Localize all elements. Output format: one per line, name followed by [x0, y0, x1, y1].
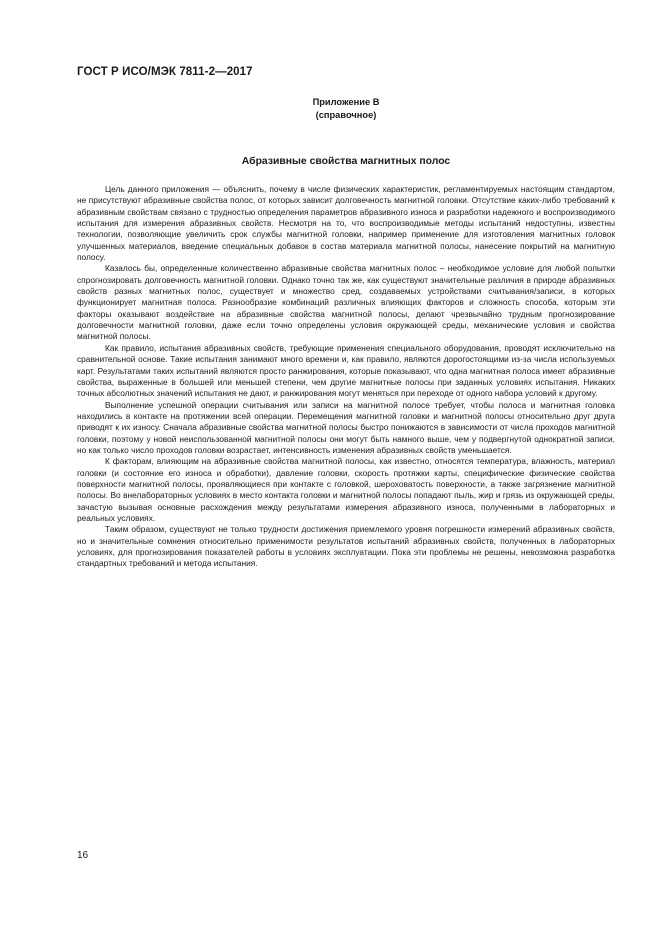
paragraph: Таким образом, существуют не только трудности достижения приемлемого уровня погрешности измерений абразивных свойств, но и значительные сомнения относительно применимости результатов испытаний абразивных свойств, полученных в лабораторных условиях, для прогнозирования показателей работы в условиях эксплуатации. Пока эти проблемы не решены, невозможна разработка стандартных требований и метода испытания. — [77, 524, 615, 569]
paragraph: Выполнение успешной операции считывания или записи на магнитной полосе требует, чтобы полоса и магнитная головка находились в контакте на протяжении всей операции. Перемещения магнитной головки и магнитной полосы относительно друг друга приводят к их износу. Сначала абразивные свойства магнитной полосы быстро понижаются в зависимости от числа проходов магнитной головки, поэтому у новой неиспользованной магнитной полосы они могут быть намного выше, чем у подвергнутой однократной записи, но как только число проходов головки возрастает, интенсивность изменения абразивных свойств уменьшается. — [77, 399, 615, 455]
paragraph: Как правило, испытания абразивных свойств, требующие применения специального оборудования, проводят исключительно на сравнительной основе. Такие испытания занимают много времени и, как правило, являются дорогостоящими из-за числа используемых карт. Результатами таких испытаний являются просто ранжирования, которые показывают, что одна магнитная полоса имеет абразивные свойства, выраженные в большей или меньшей степени, чем другие магнитные полосы при заданных условиях испытания. Никаких точных абсолютных значений испытания не дают, и ранжирования могут меняться при переходе от одного набора условий к другому. — [77, 342, 615, 399]
section-title: Абразивные свойства магнитных полос — [241, 156, 451, 167]
paragraph: Цель данного приложения — объяснить, почему в числе физических характеристик, регламентируемых настоящим стандартом, не присутствуют абразивные свойства полос, от которых зависит долговечность магнитной головки. Отсутствие каких-либо требований к абразивным свойствам связано с трудностью определения параметров абразивного износа и разработки надежного и воспроизводимого испытания для измерения абразивных свойств. Несмотря на то, что воспроизводимые методы испытаний недоступны, известны технологии, позволяющие увеличить срок службы магнитной головки, например применение для изготовления магнитных головок улучшенных материалов, введение специальных добавок в состав материала магнитной полосы, нанесение покрытий на магнитную полосу. — [77, 184, 615, 263]
annex-heading — [296, 96, 396, 122]
paragraph: Казалось бы, определенные количественно абразивные свойства магнитных полос – необходимое условие для любой попытки спрогнозировать долговечность магнитной головки. Однако точно так же, как существуют значительные различия в природе абразивных свойств разных магнитных полос, существует и множество сред, создаваемых устройствами считывания/записи, в которых функционирует магнитная полоса. Разнообразие комбинаций различных влияющих факторов и сложность способа, которым эти факторы оказывают воздействие на абразивные свойства магнитной полосы, делают чрезвычайно трудным прогнозирование долговечности магнитной головки, даже если точно определены условия окружающей среды, механические условия и свойства магнитной полосы. — [77, 263, 615, 342]
annex-title: Приложение В — [312, 97, 380, 107]
paragraph: К факторам, влияющим на абразивные свойства магнитной полосы, как известно, относятся температура, влажность, материал головки (и состояние его износа и обработки), давление головки, скорость протяжки карты, специфические физические свойства поверхности магнитной полосы, проявляющиеся при контакте с головкой, шероховатость поверхности, а также загрязнение магнитной полосы. Во внелабораторных условиях в место контакта головки и магнитной полосы попадают пыль, жир и грязь из окружающей среды, зачастую вызывая основные расхождения между результатами измерения абразивного износа, полученными в лабораторных и реальных условиях. — [77, 456, 615, 523]
body-text — [77, 184, 615, 570]
page-number: 16 — [77, 850, 89, 861]
document-code-header: ГОСТ Р ИСО/МЭК 7811-2—2017 — [77, 66, 253, 78]
annex-status: (справочное) — [315, 110, 377, 120]
